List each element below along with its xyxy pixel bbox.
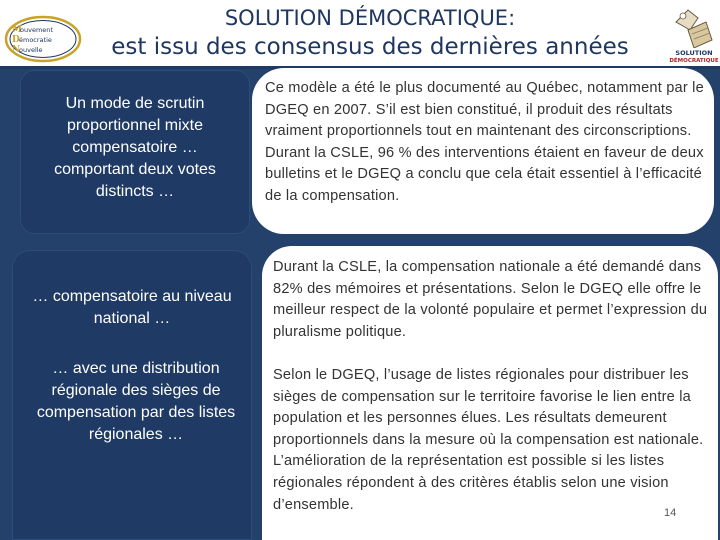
scrutin-text: Un mode de scrutin proportionnel mixte compensatoire … comportant deux votes distincts … [54,95,216,200]
svg-text:ouvelle: ouvelle [19,46,43,54]
svg-text:M: M [12,25,22,35]
modele-text: Ce modèle a été le plus documenté au Québec, notamment par le DGEQ en 2007. S’il est bien constitué, il produit des résultats vraiment proportionnels tout en maintenant des circonscriptions. Durant la CSLE, 96 % des interventions étaient en faveur de deux bulletins et le DGEQ a conclu que cela était essentiel à l’efficacité de la compensation. [265,80,704,204]
slide-number: 14 [664,507,677,519]
header-bar [0,0,720,66]
svg-text:D: D [12,35,20,45]
svg-text:N: N [12,45,21,55]
solution-democratique-logo-icon [668,4,720,66]
svg-text:DÉMOCRATIQUE: DÉMOCRATIQUE [669,58,719,64]
page-title-line2: est issu des consensus des dernières années [111,34,629,60]
scrutin-box [20,70,250,234]
csle-box [262,246,718,540]
mdn-logo-icon [4,14,82,64]
svg-text:émocratie: émocratie [19,36,52,44]
compensation-national-text: … compensatoire au niveau national … [32,288,232,327]
csle-paragraph: Durant la CSLE, la compensation nationale a été demandé dans 82% des mémoires et présentations. Selon le DGEQ elle offre le meilleur respect de la volonté populaire et permet l’expression du pluralisme politique. [273,259,708,340]
svg-text:SOLUTION: SOLUTION [675,49,713,57]
compensation-box [12,250,252,540]
distribution-regionale-text: … avec une distribution régionale des sièges de compensation par des listes régionales … [36,360,236,443]
page-title-line1: SOLUTION DÉMOCRATIQUE: [224,6,516,30]
listes-regionales-paragraph: Selon le DGEQ, l’usage de listes régionales pour distribuer les sièges de compensation sur le territoire favorise le lien entre la population et les personnes élues. Les résultats demeurent proportionnels dans la mesure où la compensation est nationale. L’amélioration de la représentation est possible si les listes régionales répondent à des critères établis selon une vision d’ensemble. [273,367,704,513]
modele-box [252,68,714,234]
svg-text:ouvement: ouvement [20,26,53,34]
